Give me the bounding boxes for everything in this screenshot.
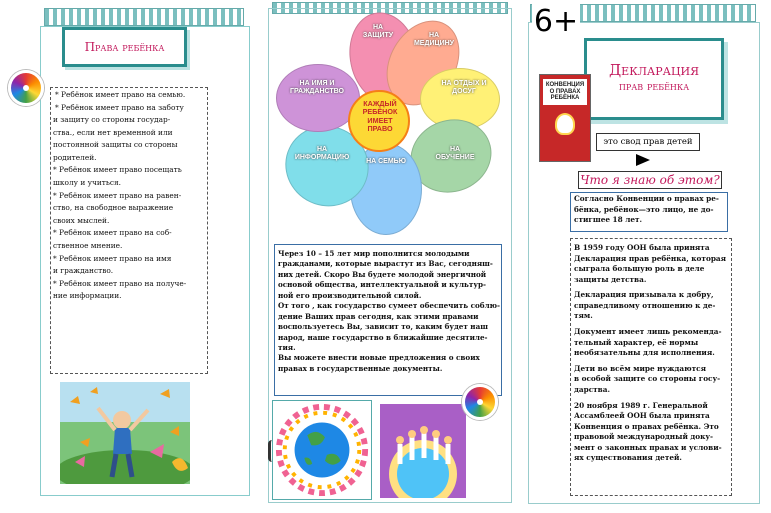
history-paragraph (574, 364, 732, 396)
question-box (578, 171, 722, 189)
rights-line: ства., если нет временной или (53, 127, 173, 137)
history-line: 20 ноября 1989 г. Генеральной (574, 400, 708, 410)
petal-label: НА МЕДИЦИНУ (413, 32, 455, 48)
rights-line: своих мыслей. (53, 215, 110, 225)
history-line: дарства. (574, 384, 610, 394)
middle-line: дение Ваших прав сегодня, как этими правами (278, 311, 479, 321)
right-title-line1: Декларация (608, 61, 700, 79)
rights-line: * Ребёнок имеет право на равен- (53, 190, 182, 200)
right-title-box (584, 38, 724, 120)
history-line: необязательны для исполнения. (574, 348, 715, 358)
history-line: справедливому отношению к де- (574, 300, 716, 310)
history-line: Дети во всём мире нуждаются (574, 363, 706, 373)
convention-line: стигшее 18 лет. (574, 215, 643, 225)
rights-line: постоянной защиты со стороны (53, 140, 178, 150)
rights-line: и гражданство. (53, 266, 114, 276)
petal-label: НА ИМЯ И ГРАЖДАНСТВО (290, 80, 344, 96)
middle-line: тия. (278, 342, 296, 352)
history-line: сыграла большую роль в деле (574, 264, 705, 274)
history-line: Ассамблеей ООН была принята (574, 411, 710, 421)
middle-line: воспользуетесь Вы, зависит то, каким будет наш (278, 322, 488, 332)
rights-line: школу и учиться. (53, 178, 122, 188)
rights-line: * Ребёнок имеет право на семью. (55, 90, 186, 99)
rights-line: * Ребёнок имеет право на соб- (53, 228, 172, 238)
rights-line: и защиту со стороны государ- (53, 115, 171, 125)
swirl-ornament-icon (8, 70, 44, 106)
subtitle: это свод прав детей (603, 137, 693, 147)
convention-line: бёнка, ребёнок—это лицо, не до- (574, 204, 714, 214)
middle-line: основой общества, интеллектуальной и культур- (278, 280, 486, 290)
middle-text (278, 249, 502, 374)
middle-line: гражданами, которые вырастут из Вас, сегодняш- (278, 259, 493, 269)
boy-butterflies-image (60, 382, 190, 484)
history-paragraph (574, 243, 732, 285)
history-line: Декларация прав ребёнка, которая (574, 253, 727, 263)
swirl-ornament-icon (462, 384, 498, 420)
history-line: Документ имеет лишь рекоменда- (574, 327, 722, 337)
left-top-stripes (44, 8, 244, 26)
globe-ornament-icon (268, 440, 276, 462)
petal-label: НА ОБУЧЕНИЕ (435, 146, 475, 162)
history-line: ях существования детей. (574, 453, 682, 463)
history-line: тям. (574, 311, 593, 321)
left-title: Права ребёнка (84, 40, 165, 54)
rights-line: * Ребёнок имеет право на имя (53, 253, 172, 263)
history-paragraph (574, 290, 732, 322)
rights-line: * Ребёнок имеет право на заботу (55, 102, 184, 112)
pointer-arrow-icon (636, 154, 650, 166)
middle-line: правах в государственные документы. (278, 363, 443, 373)
middle-line: Через 10 – 15 лет мир пополнится молодыми (278, 249, 470, 258)
right-title-line2: прав ребёнка (618, 79, 690, 93)
rights-line: ство, на свободное выражение (53, 203, 174, 213)
rights-flower (270, 8, 505, 240)
petal-label: НА СЕМЬЮ (366, 158, 406, 165)
history-paragraph (574, 327, 732, 359)
middle-line: ной его производительной силой. (278, 290, 422, 300)
question: Что я знаю об этом? (580, 173, 720, 187)
rights-line: * Ребёнок имеет право на получе- (53, 278, 187, 288)
rights-line: родителей. (53, 152, 97, 162)
middle-line: народ, наше государство в ближайшие десятиле- (278, 332, 488, 342)
history-line: правовой международный доку- (574, 432, 714, 442)
rights-line: ние информации. (53, 291, 122, 301)
convention-text (574, 194, 728, 226)
rights-line: * Ребёнок имеет право посещать (53, 165, 182, 175)
history-line: Конвенция о правах ребёнка. Это (574, 421, 719, 431)
convention-book-title: КОНВЕНЦИЯ О ПРАВАХ РЕБЁНКА (543, 79, 587, 105)
middle-line: них детей. Скоро Вы будете молодой энергичной (278, 269, 487, 279)
history-line: мент о законных правах и услови- (574, 442, 722, 452)
age-rating: 6+ (533, 4, 579, 39)
convention-line: Согласно Конвенции о правах ре- (574, 194, 719, 203)
children-rainbow-image (380, 404, 466, 498)
history-line: В 1959 году ООН была принята (574, 243, 710, 252)
history-paragraph (574, 401, 732, 464)
left-title-box (62, 27, 187, 67)
petal-label: НА ИНФОРМАЦИЮ (294, 146, 350, 162)
convention-book-image (539, 74, 591, 162)
flower-center-label: КАЖДЫЙ РЕБЁНОК ИМЕЕТ ПРАВО (362, 99, 398, 133)
convention-book-emblem-icon (555, 113, 575, 135)
globe-children-image (272, 400, 372, 500)
rights-line: ственное мнение. (53, 240, 123, 250)
petal-label: НА ЗАЩИТУ (362, 24, 394, 40)
petal-label: НА ОТДЫХ И ДОСУГ (441, 80, 487, 96)
history-line: тельный характер, её нормы (574, 337, 699, 347)
middle-line: Вы можете внести новые предложения о своих (278, 353, 480, 363)
rights-list (53, 89, 209, 303)
history-line: в особой защите со стороны госу- (574, 374, 721, 384)
middle-line: От того , как государство сумеет обеспечить соблю- (278, 301, 500, 311)
history-text (574, 243, 732, 464)
subtitle-box (596, 133, 700, 151)
history-line: Декларация призывала к добру, (574, 290, 714, 300)
history-line: защиты детства. (574, 274, 647, 284)
